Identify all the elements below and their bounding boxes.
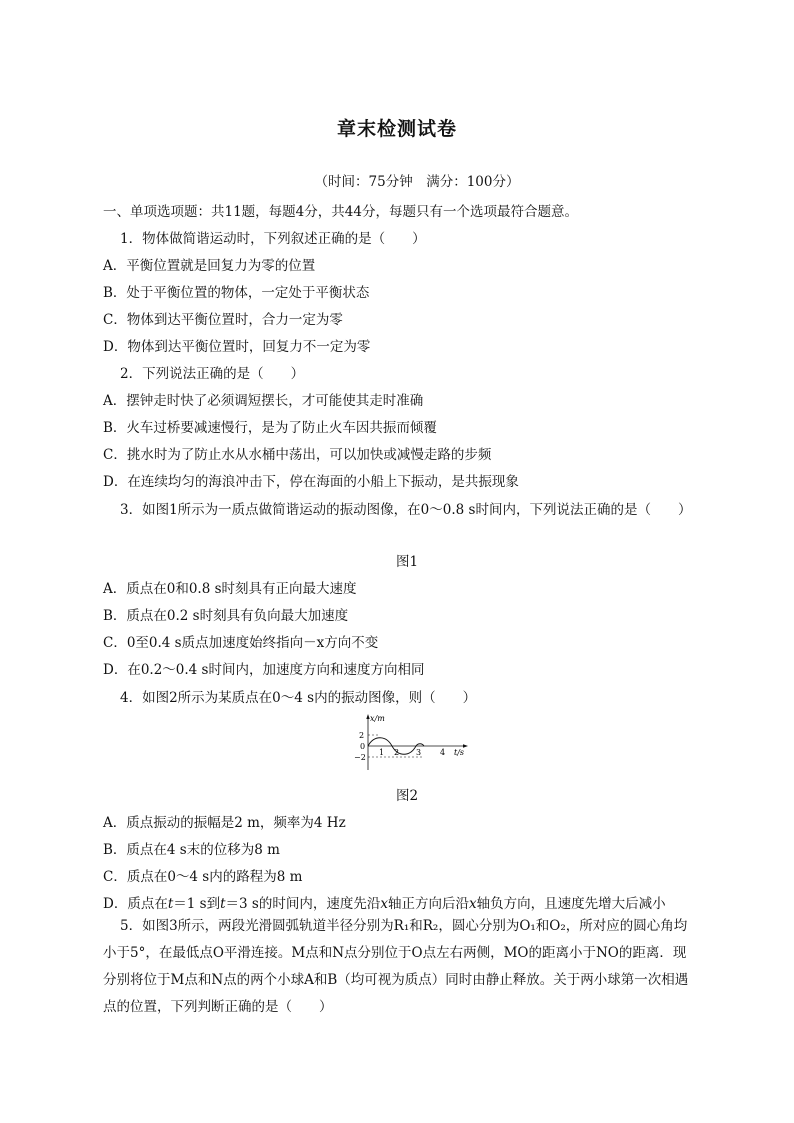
figure-2-graph xyxy=(346,712,476,774)
section-heading: 一、单项选项题：共11题，每题4分，共44分，每题只有一个选项最符合题意。 xyxy=(103,204,578,220)
figure-2-caption: 图2 xyxy=(395,788,419,804)
q1-option-b: B．处于平衡位置的物体，一定处于平衡状态 xyxy=(103,285,370,301)
exam-info: （时间：75分钟 满分：100分） xyxy=(314,174,520,190)
q5-stem: 5．如图3所示，两段光滑圆弧轨道半径分别为R₁和R₂，圆心分别为O₁和O₂，所对应的圆心角均小于5°，在最低点O平滑连接。M点和N点分别位于O点左右两侧，MO的距离小于NO的距离．现分别将位于M点和N点的两个小球A和B（均可视为质点）同时由静止释放。关于两小球第一次相遇点的位置，下列判断正确的是（ ） xyxy=(103,918,689,1015)
x-axis-label: t/s xyxy=(454,748,465,757)
q2-option-b: B．火车过桥要减速慢行，是为了防止火车因共振而倾覆 xyxy=(103,420,437,436)
x-tick-1: 1 xyxy=(379,748,385,757)
q4-option-a: A．质点振动的振幅是2 m，频率为4 Hz xyxy=(103,815,346,831)
q2-option-c: C．挑水时为了防止水从水桶中荡出，可以加快或减慢走路的步频 xyxy=(103,447,492,463)
q2-option-a: A．摆钟走时快了必须调短摆长，才可能使其走时准确 xyxy=(103,393,424,409)
y-tick-neg2: −2 xyxy=(354,753,366,762)
x-tick-2: 2 xyxy=(394,748,400,757)
q4-option-b: B．质点在4 s末的位移为8 m xyxy=(103,842,280,858)
page-title: 章末检测试卷 xyxy=(336,118,457,140)
x-tick-4: 4 xyxy=(440,748,446,757)
q2-option-d: D．在连续均匀的海浪冲击下，停在海面的小船上下振动，是共振现象 xyxy=(103,474,519,490)
q1-option-d: D．物体到达平衡位置时，回复力不一定为零 xyxy=(103,339,371,355)
q4-d-var-x2: x xyxy=(468,896,477,912)
q4-stem: 4．如图2所示为某质点在0～4 s内的振动图像，则（ ） xyxy=(120,690,477,706)
q4-d-var-t2: t xyxy=(220,896,226,912)
q4-d-text-2: ＝1 s到 xyxy=(173,896,221,912)
q4-d-text-4: 轴正方向后沿 xyxy=(387,896,469,912)
x-tick-3: 3 xyxy=(416,748,422,757)
y-tick-2: 2 xyxy=(359,731,365,740)
q3-option-c: C．0至0.4 s质点加速度始终指向－x方向不变 xyxy=(103,635,379,651)
y-axis-label: x/m xyxy=(370,714,385,723)
q4-d-var-x1: x xyxy=(380,896,388,912)
q4-d-text-1: D．质点在 xyxy=(103,896,168,912)
q1-stem: 1．物体做简谐运动时，下列叙述正确的是（ ） xyxy=(120,231,426,247)
q3-option-a: A．质点在0和0.8 s时刻具有正向最大速度 xyxy=(103,581,357,597)
q4-d-text-5: 轴负方向，且速度先增大后减小 xyxy=(476,896,666,912)
q4-option-c: C．质点在0～4 s内的路程为8 m xyxy=(103,869,303,885)
q2-stem: 2．下列说法正确的是（ ） xyxy=(120,366,305,382)
q4-d-var-t1: t xyxy=(167,896,174,912)
figure-1-caption: 图1 xyxy=(395,554,419,570)
q3-stem: 3．如图1所示为一质点做简谐运动的振动图像，在0～0.8 s时间内，下列说法正确的是（ ） xyxy=(120,502,692,518)
q1-option-c: C．物体到达平衡位置时，合力一定为零 xyxy=(103,312,343,328)
q4-d-text-3: ＝3 s的时间内，速度先沿 xyxy=(225,896,381,912)
q4-option-d xyxy=(103,892,666,912)
q3-option-b: B．质点在0.2 s时刻具有负向最大加速度 xyxy=(103,608,349,624)
q3-option-d: D．在0.2～0.4 s时间内，加速度方向和速度方向相同 xyxy=(103,662,425,678)
y-tick-0: 0 xyxy=(360,742,366,751)
q1-option-a: A．平衡位置就是回复力为零的位置 xyxy=(103,258,316,274)
